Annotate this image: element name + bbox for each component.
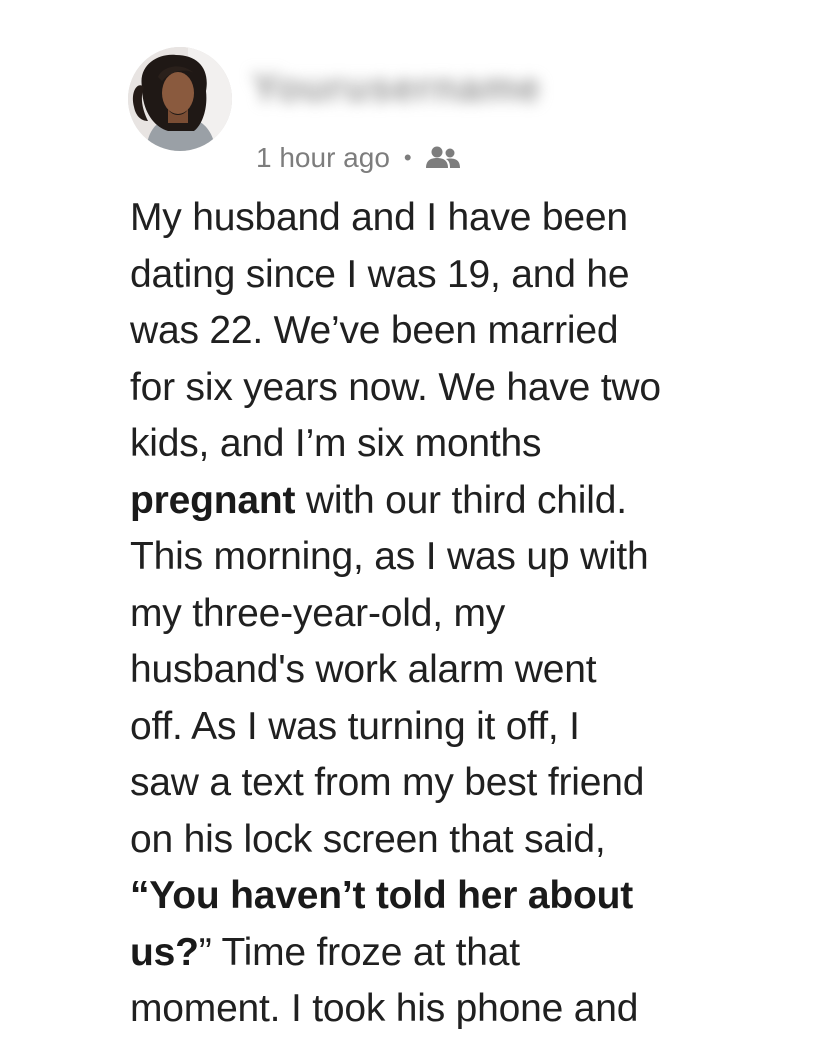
avatar-photo [128,47,232,151]
post-meta [256,138,460,178]
post-text-segment: kids, and I’m six months [130,422,542,465]
post-text-bold: “You haven’t told her about [130,874,634,917]
post-text-line [130,247,710,304]
avatar[interactable] [128,47,232,151]
post-text-segment: ” Time froze at that [198,930,520,974]
post-text-line [130,699,710,756]
friends-icon[interactable] [426,144,460,172]
post-text-segment: husband's work alarm went [130,648,597,691]
post-text-segment: on his lock screen that said, [130,817,606,861]
post-text-line [130,642,710,699]
post-text-segment: moment. I took his phone and [130,987,639,1030]
post-text-line [130,981,710,1038]
post-text-segment: dating since I was 19, and he [130,252,630,296]
post-text-segment: with our third child. [295,478,627,522]
post-text-line [130,925,710,982]
post-text-segment: was 22. We’ve been married [130,309,619,352]
post-text-line [130,303,710,360]
post-text-line [130,416,710,473]
post-text-line [130,190,710,247]
post-text-segment: off. As I was turning it off, I [130,704,580,748]
post-text-line [130,755,710,812]
post-text-bold: pregnant [130,478,296,522]
post-text-line [130,473,710,530]
post-text-bold: us? [130,930,199,974]
username[interactable]: Yourusername [252,66,542,110]
post-text-line [130,812,710,869]
post-text-segment: saw a text from my best friend [130,761,645,804]
post-body-text [130,190,710,1038]
timestamp[interactable]: 1 hour ago [256,142,390,173]
post-text-segment: for six years now. We have two [130,365,661,409]
post-text-segment: My husband and I have been [130,196,628,239]
meta-separator: • [403,145,412,170]
post-text-segment: my three-year-old, my [130,591,506,635]
post-text-line [130,868,710,925]
post-text-line [130,529,710,586]
post-text-line [130,360,710,417]
post-text-line [130,586,710,643]
post-text-segment: This morning, as I was up with [130,535,649,578]
